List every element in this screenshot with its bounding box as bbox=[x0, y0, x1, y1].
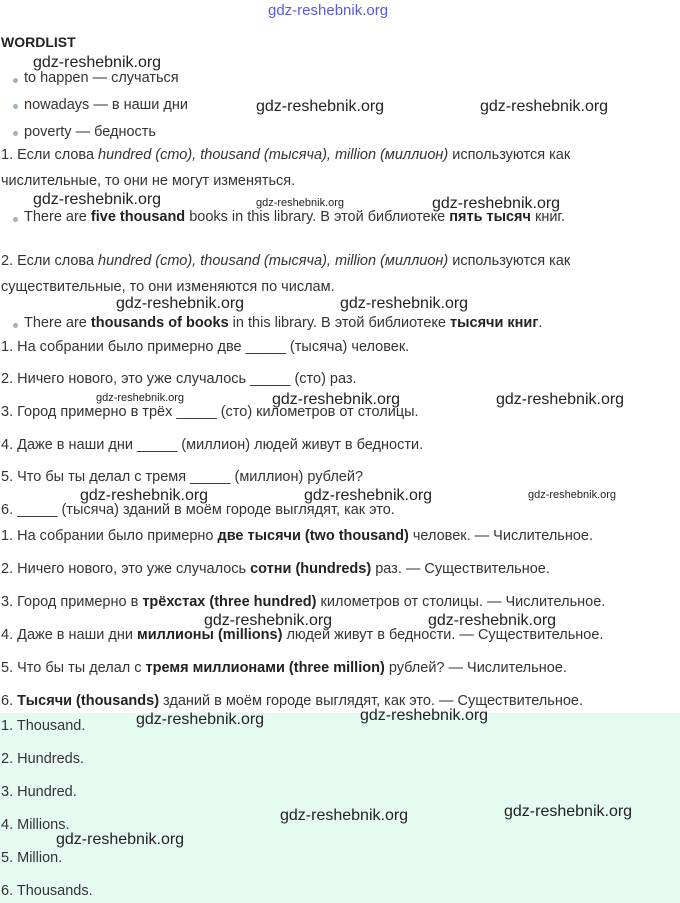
exercise-item: 1. На собрании было примерно две _____ (тысяча) человек. bbox=[1, 339, 410, 355]
watermark: gdz-reshebnik.org bbox=[340, 295, 469, 312]
bullet-icon bbox=[13, 78, 18, 83]
watermark: gdz-reshebnik.org bbox=[136, 711, 265, 728]
exercise-item: 6. _____ (тысяча) зданий в моём городе выглядят, как это. bbox=[1, 502, 395, 518]
watermark: gdz-reshebnik.org bbox=[432, 195, 561, 212]
rule-1-line-1: 1. Если слова hundred (сто), thousand (тысяча), million (миллион) используются как bbox=[1, 147, 571, 163]
wordlist-item: nowadays — в наши дни bbox=[24, 97, 188, 113]
watermark: gdz-reshebnik.org bbox=[80, 487, 209, 504]
solution-item: 5. Что бы ты делал с тремя миллионами (three million) рублей? — Числительное. bbox=[1, 660, 567, 676]
wordlist-item: to happen — случаться bbox=[24, 70, 179, 86]
bullet-icon bbox=[13, 323, 18, 328]
watermark: gdz-reshebnik.org bbox=[304, 487, 433, 504]
solution-item: 6. Тысячи (thousands) зданий в моём городе выглядят, как это. — Существительное. bbox=[1, 693, 583, 709]
watermark: gdz-reshebnik.org bbox=[33, 54, 162, 71]
exercise-item: 4. Даже в наши дни _____ (миллион) людей живут в бедности. bbox=[1, 437, 424, 453]
watermark: gdz-reshebnik.org bbox=[96, 392, 185, 404]
answer-item: 6. Thousands. bbox=[1, 883, 93, 899]
watermark: gdz-reshebnik.org bbox=[272, 391, 401, 408]
watermark: gdz-reshebnik.org bbox=[480, 98, 609, 115]
solution-item: 2. Ничего нового, это уже случалось сотни (hundreds) раз. — Существительное. bbox=[1, 561, 550, 577]
solution-item: 3. Город примерно в трёхстах (three hundred) километров от столицы. — Числительное. bbox=[1, 594, 606, 610]
exercise-item: 3. Город примерно в трёх _____ (сто) километров от столицы. bbox=[1, 404, 419, 420]
watermark: gdz-reshebnik.org bbox=[56, 831, 185, 848]
answer-item: 4. Millions. bbox=[1, 817, 70, 833]
bullet-icon bbox=[13, 131, 18, 136]
watermark: gdz-reshebnik.org bbox=[256, 98, 385, 115]
rule-2-line-1: 2. Если слова hundred (сто), thousand (тысяча), million (миллион) используются как bbox=[1, 253, 571, 269]
watermark: gdz-reshebnik.org bbox=[256, 197, 345, 209]
bullet-icon bbox=[13, 104, 18, 109]
answer-item: 5. Million. bbox=[1, 850, 63, 866]
watermark: gdz-reshebnik.org bbox=[496, 391, 625, 408]
watermark-top: gdz-reshebnik.org bbox=[268, 2, 389, 19]
answer-item: 2. Hundreds. bbox=[1, 751, 85, 767]
rule-1-line-2: числительные, то они не могут изменяться. bbox=[1, 173, 296, 189]
watermark: gdz-reshebnik.org bbox=[280, 807, 409, 824]
watermark: gdz-reshebnik.org bbox=[428, 612, 557, 629]
answer-item: 3. Hundred. bbox=[1, 784, 77, 800]
solution-item: 4. Даже в наши дни миллионы (millions) людей живут в бедности. — Существительное. bbox=[1, 627, 604, 643]
bullet-icon bbox=[13, 217, 18, 222]
rule-2-example: There are thousands of books in this library. В этой библиотеке тысячи книг. bbox=[24, 315, 543, 331]
watermark: gdz-reshebnik.org bbox=[528, 489, 617, 501]
exercise-item: 5. Что бы ты делал с тремя _____ (миллион) рублей? bbox=[1, 469, 364, 485]
wordlist-title: WORDLIST bbox=[1, 34, 76, 50]
solution-item: 1. На собрании было примерно две тысячи (two thousand) человек. — Числительное. bbox=[1, 528, 593, 544]
watermark: gdz-reshebnik.org bbox=[504, 803, 633, 820]
rule-2-line-2: существительные, то они изменяются по числам. bbox=[1, 279, 335, 295]
exercise-item: 2. Ничего нового, это уже случалось _____ (сто) раз. bbox=[1, 371, 357, 387]
wordlist-item: poverty — бедность bbox=[24, 124, 156, 140]
watermark: gdz-reshebnik.org bbox=[204, 612, 333, 629]
rule-1-example: There are five thousand books in this library. В этой библиотеке пять тысяч книг. bbox=[24, 209, 565, 225]
watermark: gdz-reshebnik.org bbox=[33, 191, 162, 208]
watermark: gdz-reshebnik.org bbox=[116, 295, 245, 312]
answer-item: 1. Thousand. bbox=[1, 718, 86, 734]
watermark: gdz-reshebnik.org bbox=[360, 707, 489, 724]
